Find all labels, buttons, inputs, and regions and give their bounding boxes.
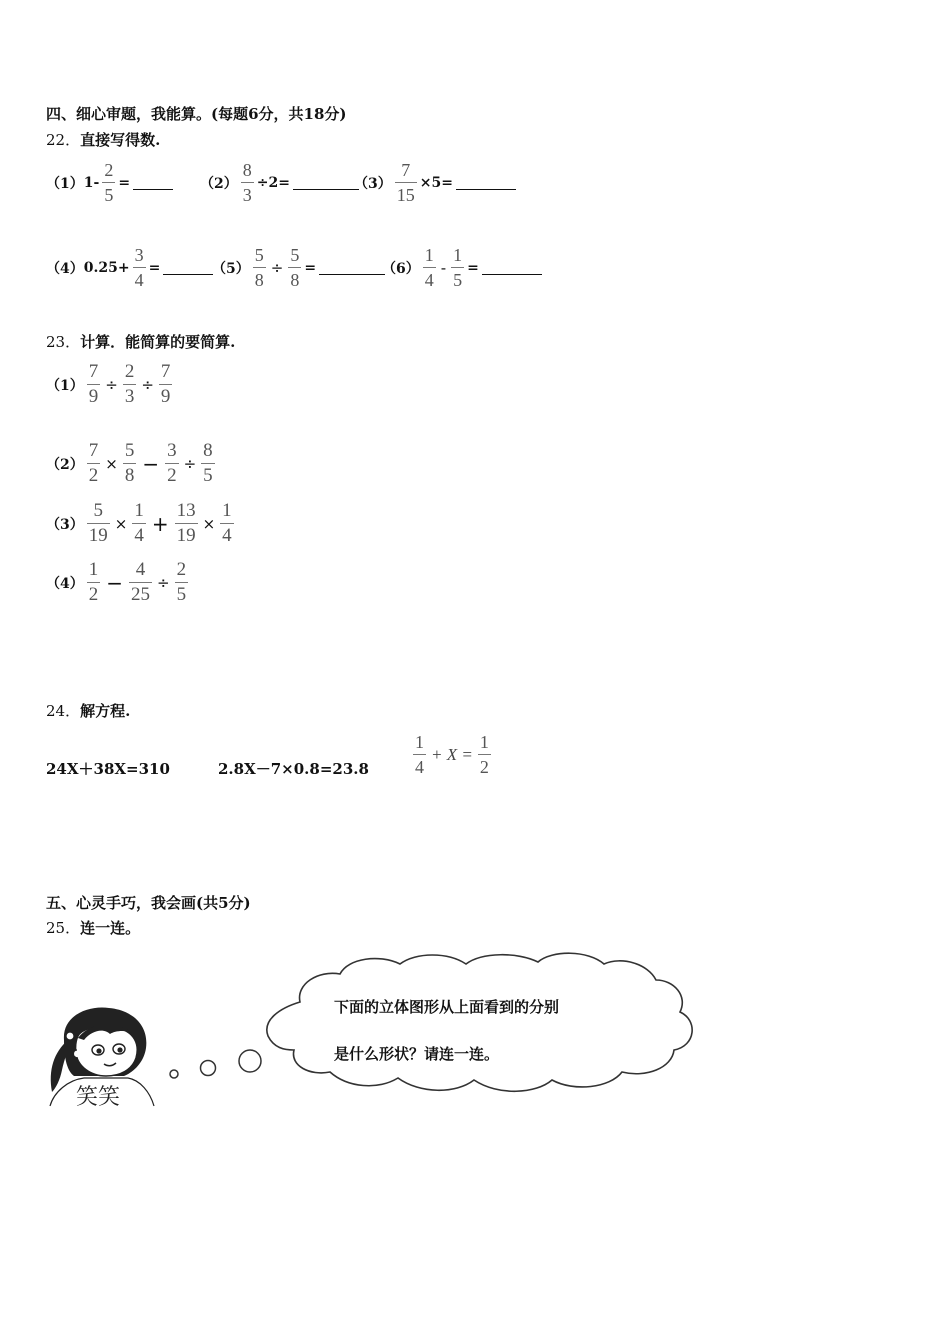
fraction	[87, 362, 101, 407]
thought-bubbles	[160, 1040, 270, 1085]
fraction-bar	[159, 384, 173, 385]
q22-item-1-label: （1）	[46, 175, 84, 192]
cloud-speech-bubble	[260, 950, 700, 1100]
q23-item-4	[46, 560, 191, 605]
q22-item-3-label: （3）	[354, 175, 392, 192]
numerator: 7	[160, 361, 171, 382]
numerator: 1	[453, 245, 463, 265]
numerator: 4	[135, 559, 146, 580]
q24-equation-1: 24X＋38X=310	[46, 760, 170, 778]
q22-item-4-answer-blank[interactable]	[163, 260, 213, 275]
fraction	[220, 501, 234, 546]
q22-item-6-fraction-1	[423, 245, 436, 290]
medium-bubble	[201, 1061, 216, 1076]
fraction-bar	[451, 267, 464, 268]
section-5-heading: 五、心灵手巧，我会画(共5分)	[46, 894, 251, 912]
q22-item-1	[46, 160, 173, 205]
numerator: 5	[290, 245, 300, 265]
operator: ×	[202, 514, 216, 533]
q23-item-1	[46, 362, 175, 407]
large-bubble	[239, 1050, 261, 1072]
q24-equation-2: 2.8X－7×0.8=23.8	[218, 760, 369, 778]
q22-number: 22．	[46, 131, 81, 149]
q22-item-5-answer-blank[interactable]	[319, 260, 385, 275]
q23-item-label: （1）	[46, 377, 84, 394]
numerator: 5	[124, 440, 135, 461]
denominator: 8	[254, 270, 264, 290]
q22-title-text: 直接写得数.	[80, 131, 161, 149]
denominator: 8	[124, 465, 135, 486]
numerator: 3	[167, 440, 177, 461]
q22-item-3-answer-blank[interactable]	[456, 175, 516, 190]
numerator: 2	[176, 559, 187, 580]
numerator: 3	[134, 245, 144, 265]
numerator: 7	[88, 361, 99, 382]
q22-item-5-suffix: =	[304, 259, 317, 276]
denominator: 3	[124, 386, 135, 407]
denominator: 4	[222, 525, 232, 546]
q22-item-3-suffix: ×5=	[419, 174, 453, 191]
fraction-bar	[175, 582, 189, 583]
operator: −	[142, 451, 160, 476]
denominator: 8	[290, 270, 300, 290]
fraction	[123, 441, 137, 486]
numerator: 2	[104, 160, 114, 180]
q23-title-text: 计算．能简算的要简算.	[80, 333, 236, 351]
denominator: 9	[160, 386, 171, 407]
q23-title	[46, 331, 235, 352]
denominator: 5	[453, 270, 463, 290]
numerator: 1	[222, 500, 232, 521]
denominator: 19	[176, 525, 196, 546]
bubble-text-line-1: 下面的立体图形从上面看到的分别	[334, 998, 560, 1016]
fraction-bar	[87, 384, 101, 385]
denominator: 5	[176, 584, 187, 605]
fraction-bar	[102, 182, 115, 183]
numerator: 7	[401, 160, 411, 180]
denominator: 4	[415, 757, 424, 777]
character-caption: 笑笑	[75, 1085, 121, 1110]
operator: +	[151, 511, 169, 536]
operator: ×	[114, 514, 128, 533]
denominator: 3	[242, 185, 252, 205]
q23-number: 23．	[46, 333, 81, 351]
numerator: 8	[242, 160, 252, 180]
fraction	[87, 441, 101, 486]
q24-title-text: 解方程.	[80, 702, 131, 720]
operator: ×	[105, 454, 118, 473]
q23-item-2	[46, 441, 218, 486]
q22-item-5-operator: ÷	[270, 258, 284, 277]
q24-equation-3	[410, 732, 494, 777]
fraction-bar	[175, 523, 198, 524]
q22-item-5-fraction-1	[253, 245, 266, 290]
cloud-outline	[267, 953, 692, 1091]
operator: −	[106, 570, 124, 595]
operator: ÷	[105, 375, 118, 394]
q22-item-4	[46, 245, 213, 290]
q23-item-label: （2）	[46, 456, 84, 473]
q22-item-5	[212, 245, 385, 290]
q22-item-3-fraction	[395, 160, 417, 205]
q22-item-6-label: （6）	[382, 260, 420, 277]
q22-item-5-fraction-2	[288, 245, 301, 290]
fraction	[87, 560, 101, 605]
q22-item-4-prefix: 0.25+	[83, 259, 130, 276]
q22-item-1-prefix: 1-	[83, 174, 100, 191]
q23-item-label: （4）	[46, 575, 84, 592]
q24-eq3-middle: + X =	[431, 744, 473, 764]
fraction-bar	[132, 523, 146, 524]
q22-item-4-fraction	[133, 245, 146, 290]
numerator: 1	[88, 559, 99, 580]
q22-item-2-answer-blank[interactable]	[293, 175, 359, 190]
fraction	[123, 362, 137, 407]
fraction	[165, 441, 179, 486]
numerator: 1	[415, 732, 424, 752]
q22-item-4-suffix: =	[148, 259, 161, 276]
denominator: 2	[479, 757, 489, 777]
fraction-bar	[288, 267, 301, 268]
denominator: 4	[134, 270, 144, 290]
hair-tie	[66, 1032, 74, 1040]
fraction-bar	[413, 754, 426, 755]
q23-item-label: （3）	[46, 516, 84, 533]
numerator: 7	[88, 440, 99, 461]
fraction-bar	[123, 463, 137, 464]
denominator: 15	[396, 185, 415, 205]
denominator: 4	[134, 525, 144, 546]
operator: ÷	[157, 573, 170, 592]
q22-item-1-answer-blank[interactable]	[133, 175, 173, 190]
numerator: 1	[424, 245, 434, 265]
q22-item-1-suffix: =	[118, 174, 131, 191]
denominator: 4	[424, 270, 434, 290]
q25-number: 25．	[46, 919, 81, 937]
fraction-bar	[253, 267, 266, 268]
fraction-bar	[165, 463, 179, 464]
fraction-bar	[87, 523, 110, 524]
q22-item-6	[382, 245, 542, 290]
q22-item-2	[200, 160, 359, 205]
q23-item-3	[46, 501, 237, 546]
fraction	[132, 501, 146, 546]
girl-character-illustration	[44, 1000, 164, 1110]
q22-item-5-label: （5）	[212, 260, 250, 277]
fraction-bar	[478, 754, 491, 755]
numerator: 1	[134, 500, 144, 521]
q22-title	[46, 129, 160, 150]
q24-eq3-fraction-1	[413, 732, 426, 777]
q22-item-2-label: （2）	[200, 175, 238, 192]
q24-title	[46, 700, 130, 721]
denominator: 2	[167, 465, 177, 486]
section-4-heading: 四、细心审题，我能算。(每题6分，共18分)	[46, 105, 347, 123]
fraction	[129, 560, 152, 605]
q22-item-6-operator: -	[440, 258, 447, 277]
operator: ÷	[183, 454, 197, 473]
numerator: 8	[203, 440, 213, 461]
q24-eq3-fraction-2	[478, 732, 491, 777]
denominator: 2	[88, 465, 99, 486]
numerator: 5	[93, 500, 103, 521]
numerator: 13	[176, 500, 196, 521]
numerator: 1	[479, 732, 489, 752]
right-pupil	[117, 1047, 122, 1052]
fraction-bar	[220, 523, 234, 524]
bubble-text-line-2: 是什么形状？请连一连。	[334, 1045, 500, 1063]
fraction-bar	[133, 267, 146, 268]
denominator: 19	[88, 525, 108, 546]
fraction	[87, 501, 110, 546]
fraction-bar	[129, 582, 152, 583]
q22-item-6-answer-blank[interactable]	[482, 260, 542, 275]
fraction-bar	[241, 182, 254, 183]
fraction-bar	[87, 582, 101, 583]
fraction-bar	[87, 463, 101, 464]
q22-item-2-suffix: ÷2=	[256, 174, 290, 191]
fraction-bar	[201, 463, 215, 464]
fraction	[159, 362, 173, 407]
denominator: 25	[131, 584, 151, 605]
q24-number: 24．	[46, 702, 81, 720]
fraction-bar	[123, 384, 137, 385]
operator: ÷	[141, 375, 154, 394]
fraction	[175, 560, 189, 605]
fraction	[201, 441, 215, 486]
denominator: 9	[88, 386, 99, 407]
numerator: 2	[124, 361, 135, 382]
denominator: 5	[104, 185, 114, 205]
q22-item-3	[354, 160, 516, 205]
fraction	[175, 501, 198, 546]
denominator: 2	[88, 584, 99, 605]
small-bubble	[170, 1070, 178, 1078]
denominator: 5	[203, 465, 213, 486]
left-pupil	[96, 1048, 101, 1053]
q25-title	[46, 917, 140, 938]
q22-item-2-fraction	[241, 160, 254, 205]
q22-item-1-fraction	[102, 160, 115, 205]
q25-title-text: 连一连。	[80, 919, 141, 937]
numerator: 5	[254, 245, 264, 265]
fraction-bar	[423, 267, 436, 268]
q22-item-6-suffix: =	[467, 259, 479, 276]
q22-item-6-fraction-2	[451, 245, 464, 290]
fraction-bar	[395, 182, 417, 183]
q22-item-4-label: （4）	[46, 260, 84, 277]
